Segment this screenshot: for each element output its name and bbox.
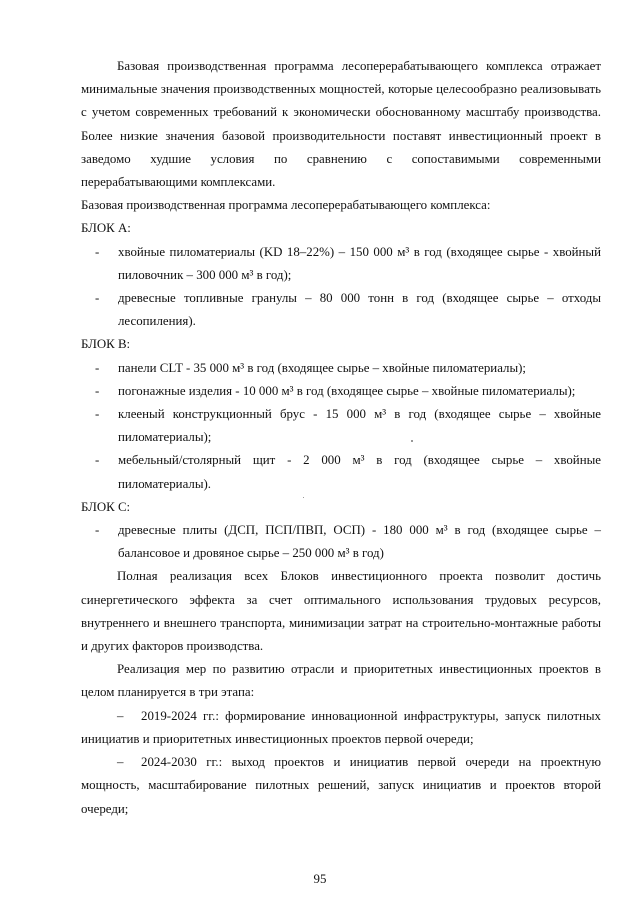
page-number: 95 [313,872,327,886]
scan-speck [303,497,304,498]
synergy-paragraph: Полная реализация всех Блоков инвестиционного проекта позволит достичь синергетического эффекта за счет оптимального использования трудовых ресурсов, внутреннего и внешнего транспорта, минимизации затрат на строительно-монтажные работы и других факторов производства. [81,569,601,654]
list-item: - панели CLT - 35 000 м³ в год (входящее сырье – хвойные пиломатериалы); [81,357,601,380]
block-b [81,333,601,495]
bullet: - [95,244,100,259]
bullet: - [95,291,100,306]
list-item: - клееный конструкционный брус - 15 000 м³ в год (входящее сырье – хвойные пиломатериалы); [81,403,601,449]
stage-item: – 2019-2024 гг.: формирование инновационной инфраструктуры, запуск пилотных инициатив и приоритетных инвестиционных проектов первой очереди; [81,705,601,751]
block-title: БЛОК С: [81,499,131,514]
intro-paragraph: Базовая производственная программа лесоперерабатывающего комплекса отражает минимальные значения производственных мощностей, которые целесообразно реализовывать с учетом современных требований к экономически обоснованному масштабу производства. Более низкие значения базовой производительности поставят инвестиционный проект в заведомо худшие условия по сравнению с сопоставимыми современными перерабатывающими комплексами. [81,59,601,190]
stages-intro-paragraph: Реализация мер по развитию отрасли и приоритетных инвестиционных проектов в целом планируется в три этапа: [81,662,601,700]
program-heading: Базовая производственная программа лесоперерабатывающего комплекса: [81,198,491,213]
bullet: - [95,407,100,422]
page-content [81,55,601,821]
list-item: - древесные топливные гранулы – 80 000 тонн в год (входящее сырье – отходы лесопиления). [81,287,601,333]
bullet: - [95,360,100,375]
block-title: БЛОК В: [81,337,131,352]
dash-mark: – [117,755,124,770]
block-a [81,217,601,333]
block-title: БЛОК А: [81,221,131,236]
list-item: - мебельный/столярный щит - 2 000 м³ в год (входящее сырье – хвойные пиломатериалы). [81,449,601,495]
block-c [81,496,601,566]
bullet: - [95,383,100,398]
stage-item: – 2024-2030 гг.: выход проектов и инициатив первой очереди на проектную мощность, масштабирование пилотных решений, запуск инициатив и проектов второй очереди; [81,751,601,821]
scan-speck [411,440,413,442]
bullet: - [95,523,100,538]
bullet: - [95,453,100,468]
dash-mark: – [117,708,124,723]
list-item: - древесные плиты (ДСП, ПСП/ПВП, ОСП) - 180 000 м³ в год (входящее сырье – балансовое и дровяное сырье – 250 000 м³ в год) [81,519,601,565]
list-item: - хвойные пиломатериалы (KD 18–22%) – 150 000 м³ в год (входящее сырье - хвойный пиловочник – 300 000 м³ в год); [81,241,601,287]
list-item: - погонажные изделия - 10 000 м³ в год (входящее сырье – хвойные пиломатериалы); [81,380,601,403]
